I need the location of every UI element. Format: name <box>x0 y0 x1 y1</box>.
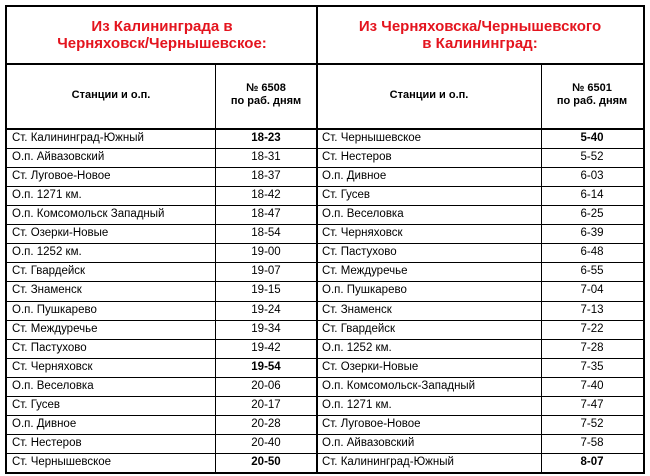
right-time-cell: 7-22 <box>580 322 604 335</box>
left-time-cell: 20-50 <box>251 455 281 468</box>
grid-line <box>7 415 643 416</box>
right-station-cell: Ст. Пастухово <box>322 246 397 259</box>
right-station-cell: О.п. Айвазовский <box>322 436 415 449</box>
grid-line <box>7 358 643 359</box>
grid-line <box>7 63 643 65</box>
left-time-cell: 19-07 <box>251 265 281 278</box>
right-station-cell: Ст. Луговое-Новое <box>322 417 421 430</box>
grid-line <box>215 63 216 472</box>
left-time-cell: 19-15 <box>251 284 281 297</box>
grid-line <box>7 377 643 378</box>
right-station-cell: О.п. Веселовка <box>322 208 404 221</box>
right-time-cell: 5-40 <box>580 132 604 144</box>
right-station-cell: О.п. Дивное <box>322 170 387 183</box>
grid-line <box>7 262 643 263</box>
left-station-cell: О.п. 1271 км. <box>12 189 82 202</box>
schedule-table <box>5 5 645 474</box>
left-time-cell: 19-34 <box>251 322 281 335</box>
right-time-cell: 7-13 <box>580 303 604 316</box>
left-time-cell: 19-42 <box>251 341 281 354</box>
left-time-cell: 18-23 <box>251 132 281 144</box>
grid-line <box>7 339 643 340</box>
right-time-cell: 6-03 <box>580 170 604 183</box>
left-time-cell: 18-47 <box>251 208 281 221</box>
left-direction-title: Из Калининграда в Черняховск/Чернышевское: <box>57 18 267 52</box>
grid-line <box>7 396 643 397</box>
left-station-cell: О.п. Айвазовский <box>12 151 105 164</box>
right-time-cell: 6-25 <box>580 208 604 221</box>
right-time-cell: 7-58 <box>580 436 604 449</box>
left-station-cell: Ст. Озерки-Новые <box>12 227 109 240</box>
left-time-cell: 18-37 <box>251 170 281 183</box>
right-station-cell: Ст. Озерки-Новые <box>322 360 419 373</box>
left-station-cell: О.п. Комсомольск Западный <box>12 208 165 221</box>
left-station-cell: Ст. Луговое-Новое <box>12 170 111 183</box>
right-station-cell: Ст. Чернышевское <box>322 132 422 144</box>
left-station-cell: Ст. Гусев <box>12 398 61 411</box>
right-time-cell: 6-55 <box>580 265 604 278</box>
left-col-train-header: № 6508 по раб. дням <box>230 82 302 107</box>
left-time-cell: 20-28 <box>251 417 281 430</box>
left-time-cell: 18-31 <box>251 151 281 164</box>
right-station-cell: Ст. Калининград-Южный <box>322 455 454 468</box>
right-station-cell: Ст. Нестеров <box>322 151 392 164</box>
right-time-cell: 7-04 <box>580 284 604 297</box>
right-station-cell: О.п. 1252 км. <box>322 341 392 354</box>
right-time-cell: 7-40 <box>580 379 604 392</box>
left-time-cell: 19-54 <box>251 360 281 373</box>
right-station-cell: Ст. Черняховск <box>322 227 403 240</box>
left-time-cell: 18-54 <box>251 227 281 240</box>
left-station-cell: О.п. Дивное <box>12 417 77 430</box>
left-station-cell: Ст. Нестеров <box>12 436 82 449</box>
right-station-cell: О.п. Пушкарево <box>322 284 407 297</box>
left-station-cell: О.п. Веселовка <box>12 379 94 392</box>
grid-line <box>7 453 643 454</box>
right-time-cell: 7-28 <box>580 341 604 354</box>
left-station-cell: Ст. Гвардейск <box>12 265 86 278</box>
right-station-cell: Ст. Гвардейск <box>322 322 396 335</box>
grid-line <box>7 243 643 244</box>
grid-line <box>7 320 643 321</box>
right-time-cell: 7-47 <box>580 398 604 411</box>
right-direction-title: Из Черняховска/Чернышевского в Калининград: <box>358 18 602 52</box>
right-station-cell: О.п. 1271 км. <box>322 398 392 411</box>
grid-line <box>7 205 643 206</box>
right-station-cell: Ст. Знаменск <box>322 303 392 316</box>
left-station-cell: Ст. Черняховск <box>12 360 93 373</box>
left-station-cell: О.п. Пушкарево <box>12 303 97 316</box>
left-station-cell: О.п. 1252 км. <box>12 246 82 259</box>
left-time-cell: 20-17 <box>251 398 281 411</box>
right-time-cell: 6-39 <box>580 227 604 240</box>
grid-line <box>7 148 643 149</box>
right-col-train-header: № 6501 по раб. дням <box>556 82 628 107</box>
left-time-cell: 20-40 <box>251 436 281 449</box>
left-col-station-header: Станции и о.п. <box>71 88 151 101</box>
grid-line <box>7 281 643 282</box>
left-time-cell: 19-24 <box>251 303 281 316</box>
left-station-cell: Ст. Чернышевское <box>12 455 112 468</box>
grid-line <box>7 224 643 225</box>
right-station-cell: Ст. Гусев <box>322 189 371 202</box>
right-col-station-header: Станции и о.п. <box>389 88 469 101</box>
grid-line <box>7 167 643 168</box>
right-time-cell: 7-52 <box>580 417 604 430</box>
grid-line <box>541 63 542 472</box>
right-station-cell: Ст. Междуречье <box>322 265 408 278</box>
left-station-cell: Ст. Междуречье <box>12 322 98 335</box>
grid-line <box>7 186 643 187</box>
left-time-cell: 19-00 <box>251 246 281 259</box>
right-time-cell: 5-52 <box>580 151 604 164</box>
right-time-cell: 8-07 <box>580 455 604 468</box>
grid-line <box>7 301 643 302</box>
right-station-cell: О.п. Комсомольск-Западный <box>322 379 476 392</box>
grid-line <box>316 7 318 472</box>
left-time-cell: 18-42 <box>251 189 281 202</box>
left-station-cell: Ст. Пастухово <box>12 341 87 354</box>
left-time-cell: 20-06 <box>251 379 281 392</box>
left-station-cell: Ст. Знаменск <box>12 284 82 297</box>
right-time-cell: 6-48 <box>580 246 604 259</box>
grid-line <box>7 434 643 435</box>
right-time-cell: 6-14 <box>580 189 604 202</box>
right-time-cell: 7-35 <box>580 360 604 373</box>
left-station-cell: Ст. Калининград-Южный <box>12 132 144 144</box>
grid-line <box>7 128 643 130</box>
